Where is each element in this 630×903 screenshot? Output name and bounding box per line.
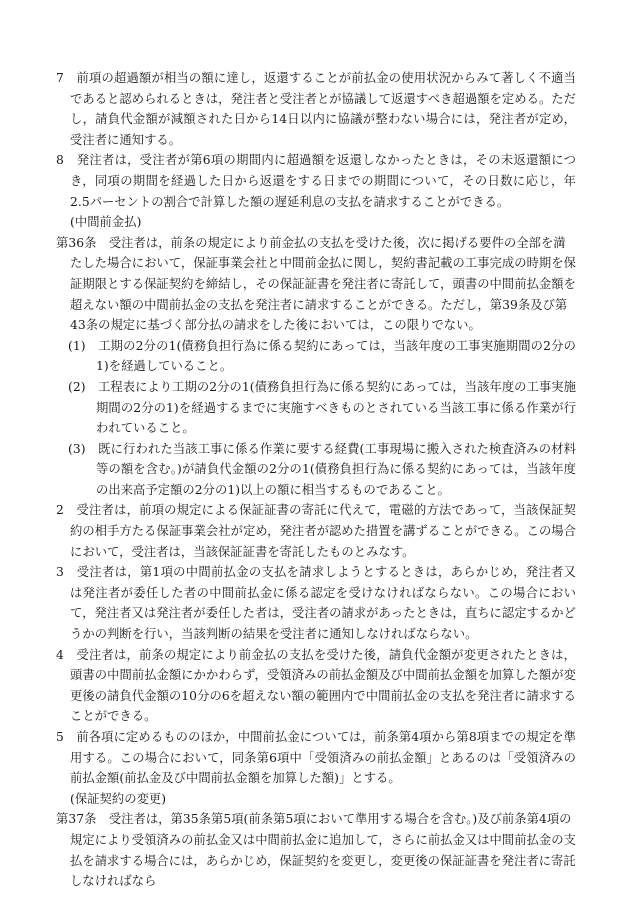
- clause-number: 3: [56, 565, 64, 580]
- clause-text: 受注者は，第1項の中間前払金の支払を請求しようとするときは，あらかじめ，発注者又は発注者が委任した者の中間前払金に係る認定を受けなければならない。この場合において，発注者又は発注者が委任した者は，受注者の請求があったときは，直ちに認定するかどうかの判断を行い，当該判断の結果を受注者に通知しなければならない。: [70, 565, 576, 642]
- item-text: 工期の2分の1(債務負担行為に係る契約にあっては，当該年度の工事実施期間の2分の1)を経過していること。: [96, 338, 576, 374]
- item-number: (1): [68, 338, 86, 353]
- clause-4: [56, 645, 576, 727]
- clause-number: 2: [56, 503, 64, 518]
- article-text: 受注者は，第35条第5項(前条第5項において準用する場合を含む。)及び前条第4項の規定により受領済みの前払金又は中間前払金に追加して，さらに前払金又は中間前払金の支払を請求する場合には，あらかじめ，保証契約を変更し，変更後の保証証書を発注者に寄託しなければなら: [70, 812, 576, 889]
- item-2: [68, 377, 576, 439]
- clause-number: 8: [56, 153, 64, 168]
- article-number: 第37条: [56, 812, 97, 827]
- clause-8: [56, 150, 576, 212]
- section-heading-guarantee-change: (保証契約の変更): [70, 791, 167, 806]
- clause-text: 前項の超過額が相当の額に達し，返還することが前払金の使用状況からみて著しく不適当であると認められるときは，発注者と受注者とが協議して返還すべき超過額を定める。ただし，請負代金額が減額された日から14日以内に協議が整わない場合には，発注者が定め，受注者に通知する。: [70, 71, 576, 147]
- item-text: 既に行われた当該工事に係る作業に要する経費(工事現場に搬入された検査済みの材料等の額を含む。)が請負代金額の2分の1(債務負担行為に係る契約にあっては，当該年度の出来高予定額の2分の1)以上の額に相当するものであること。: [96, 441, 577, 497]
- article-37: [56, 809, 576, 891]
- clause-3: [56, 562, 576, 644]
- item-3: [68, 439, 576, 501]
- item-number: (3): [68, 441, 86, 456]
- clause-number: 4: [56, 647, 64, 662]
- clause-2: [56, 500, 576, 562]
- clause-5: [56, 727, 576, 789]
- item-number: (2): [68, 379, 86, 394]
- article-text: 受注者は，前条の規定により前金払の支払を受けた後，次に掲げる要件の全部を満たした場合において，保証事業会社と中間前金払に関し，契約書記載の工事完成の時期を保証期限とする保証契約を締結し，その保証証書を発注者に寄託して，頭書の中間前払金額を超えない額の中間前払金の支払を発注者に請求することができる。ただし，第39条及び第43条の規定に基づく部分払の請求をした後においては，この限りでない。: [70, 235, 576, 333]
- clause-7: [56, 68, 576, 150]
- item-text: 工程表により工期の2分の1(債務負担行為に係る契約にあっては，当該年度の工事実施期間の2分の1)を経過するまでに実施すべきものとされている当該工事に係る作業が行われていること。: [96, 379, 576, 436]
- clause-text: 受注者は，前項の規定による保証証書の寄託に代えて，電磁的方法であって，当該保証契約の相手方たる保証事業会社が定め，発注者が認めた措置を講ずることができる。この場合において，受注者は，当該保証証書を寄託したものとみなす。: [70, 503, 576, 559]
- article-36: [56, 233, 576, 336]
- section-heading-interim-advance: (中間前金払): [70, 215, 142, 230]
- clause-number: 7: [56, 71, 64, 85]
- clause-text: 発注者は，受注者が第6項の期間内に超過額を返還しなかったときは，その未返還額につき，同項の期間を経過した日から返還をする日までの期間について，その日数に応じ，年2.5パーセントの割合で計算した額の遅延利息の支払を請求することができる。: [70, 153, 576, 209]
- clause-text: 前各項に定めるもののほか，中間前払金については，前条第4項から第8項までの規定を準用する。この場合において，同条第6項中「受領済みの前払金額」とあるのは「受領済みの前払金額(前払金及び中間前払金額を加算した額)」とする。: [70, 730, 576, 786]
- document-body: [56, 68, 576, 892]
- item-1: [68, 336, 576, 377]
- clause-number: 5: [56, 730, 64, 744]
- clause-text: 受注者は，前条の規定により前金払の支払を受けた後，請負代金額が変更されたときは，頭書の中間前払金額にかかわらず，受領済みの前払金額及び中間前払金額を加算した額が変更後の請負代金額の10分の6を超えない額の範囲内で中間前払金の支払を発注者に請求することができる。: [70, 647, 576, 724]
- article-number: 第36条: [56, 235, 97, 250]
